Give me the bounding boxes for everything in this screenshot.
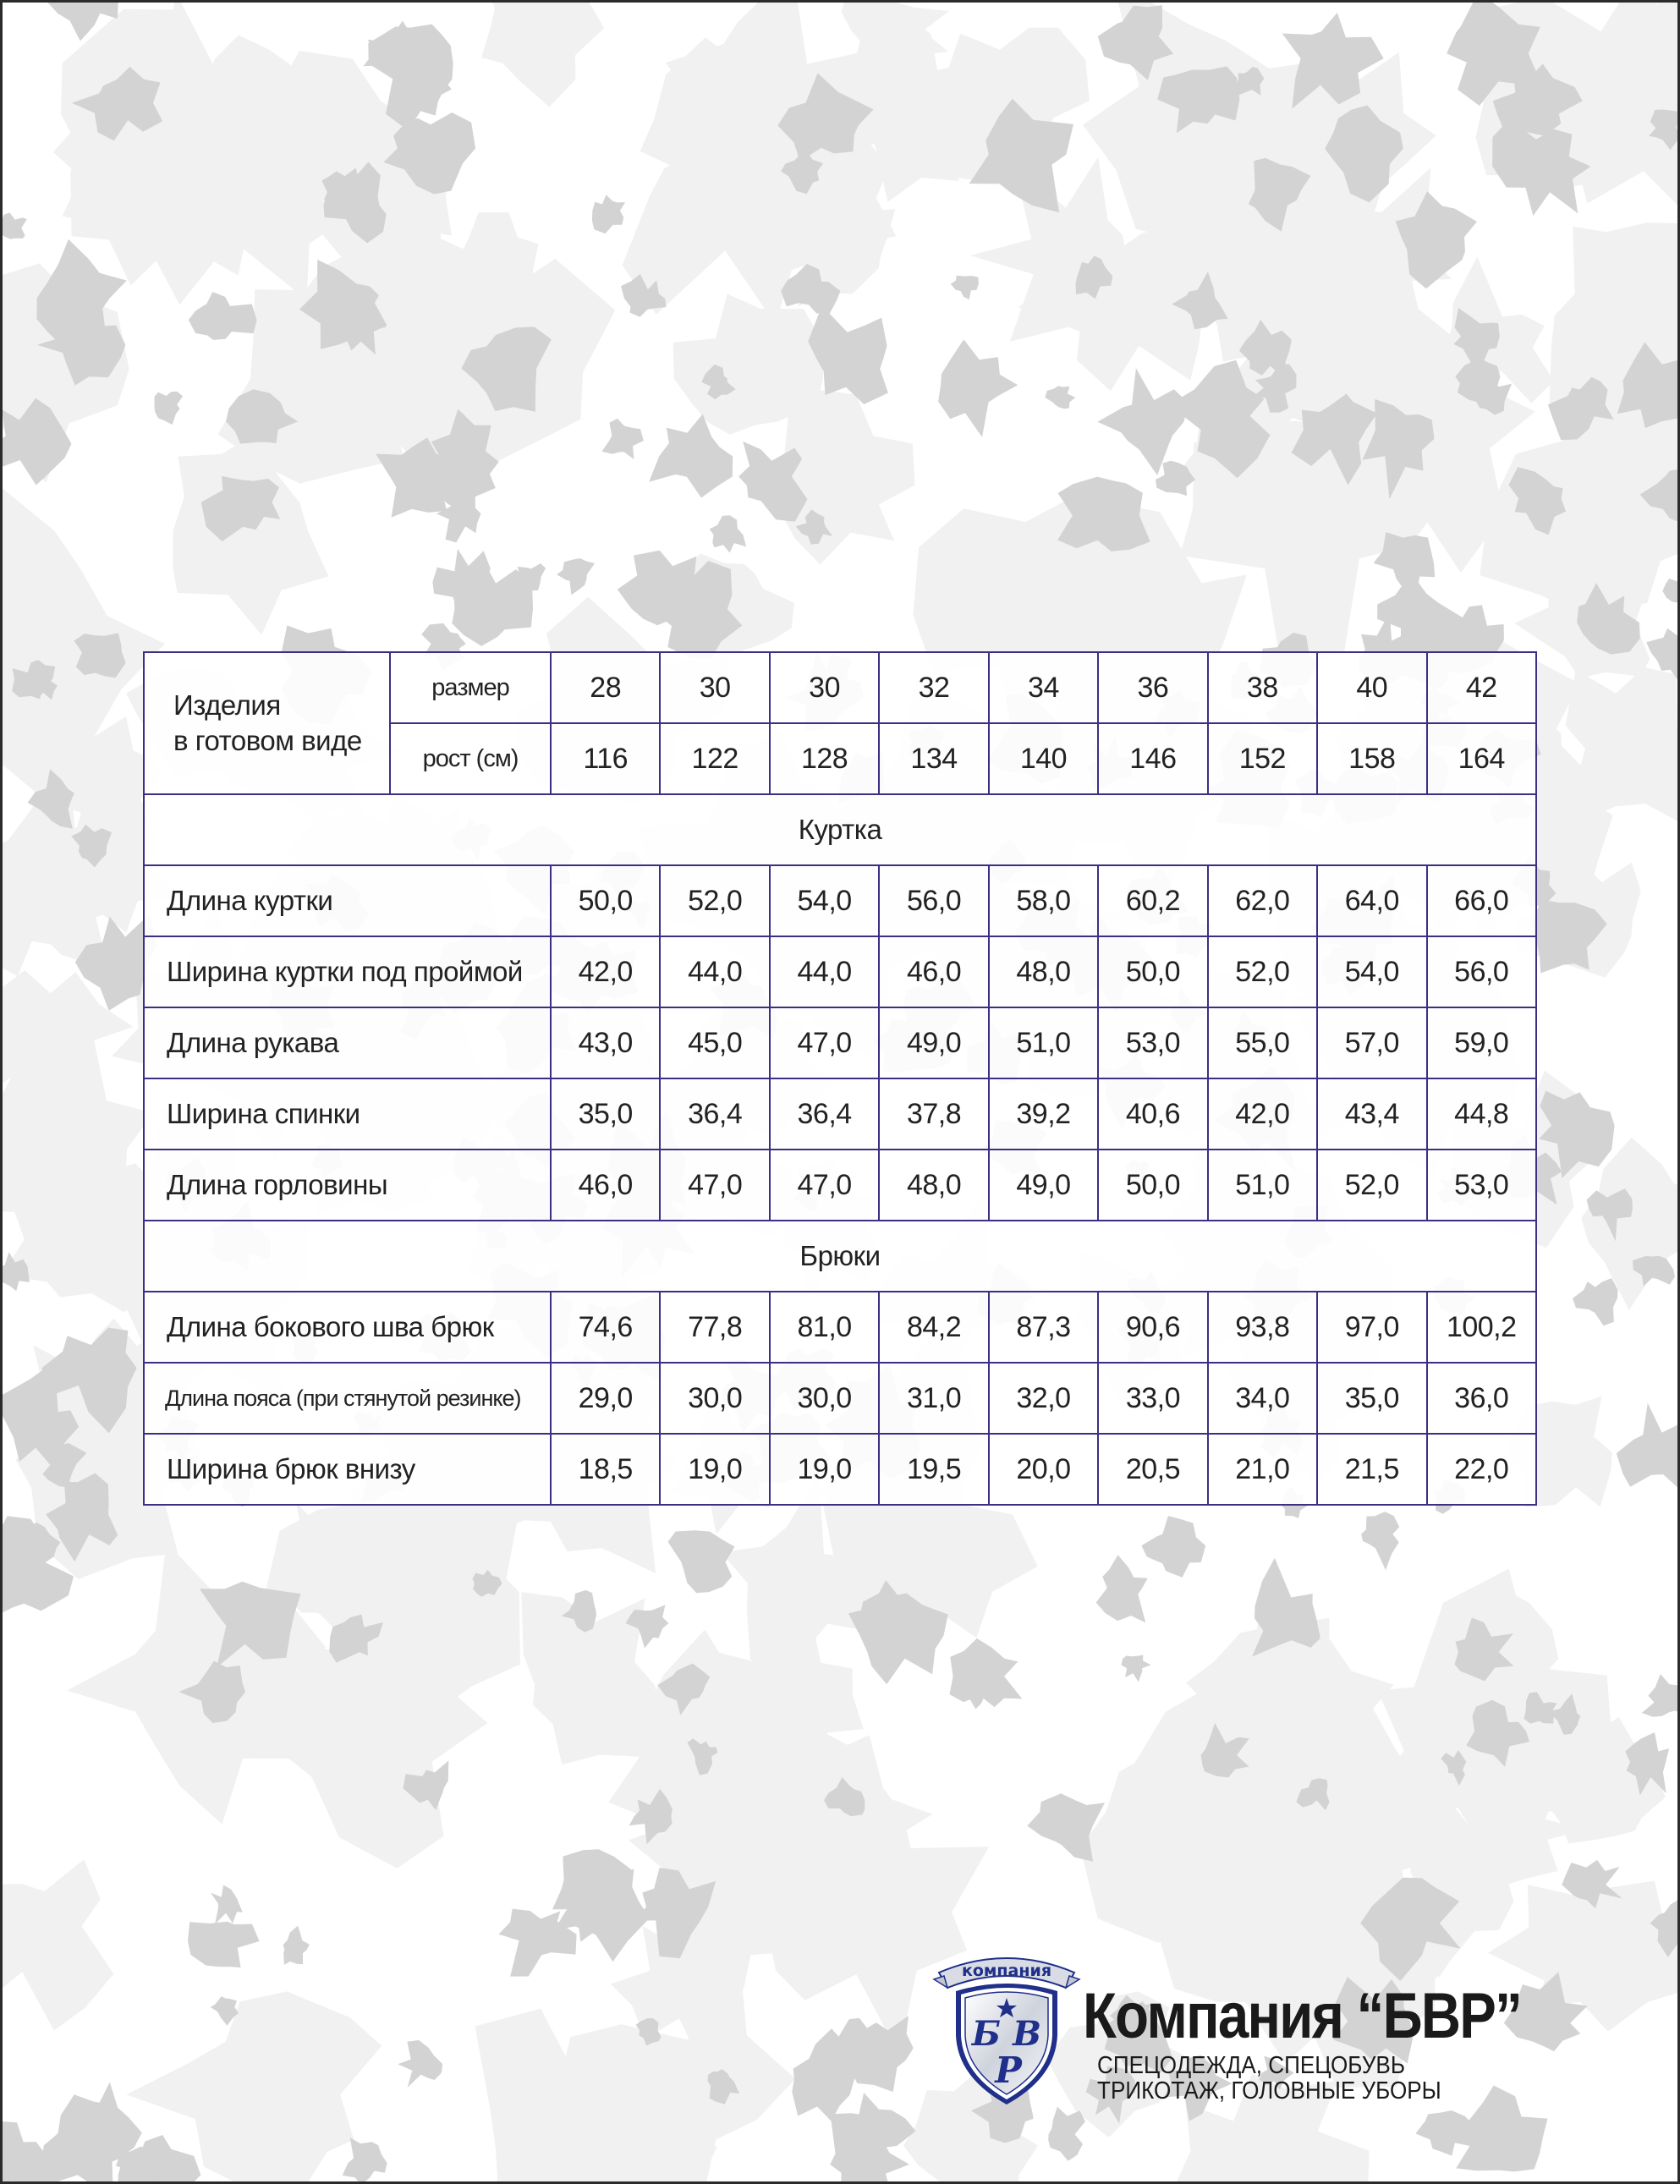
shield-star-icon (931, 1942, 1083, 2108)
camo-blob (710, 515, 746, 552)
camo-blob (0, 212, 27, 239)
measurement-value: 34,0 (1208, 1363, 1317, 1434)
size-row-label: размер (390, 652, 551, 723)
measurement-row (144, 1434, 1536, 1505)
camo-blob (1122, 1655, 1151, 1682)
measurement-label: Длина бокового шва брюк (144, 1292, 551, 1363)
measurement-value: 93,8 (1208, 1292, 1317, 1363)
measurement-label: Ширина спинки (144, 1078, 551, 1150)
size-chart-table (143, 651, 1537, 1506)
measurement-value: 43,0 (551, 1007, 660, 1078)
camo-blob (211, 1885, 243, 1923)
measurement-value: 30,0 (770, 1363, 879, 1434)
measurement-value: 40,6 (1098, 1078, 1207, 1150)
measurement-value: 42,0 (551, 936, 660, 1007)
height-cell: 164 (1427, 723, 1537, 794)
size-cell: 30 (660, 652, 769, 723)
camo-blob (1573, 1278, 1618, 1325)
size-cell: 40 (1317, 652, 1426, 723)
camo-blob (398, 2040, 442, 2088)
measurement-label: Длина рукава (144, 1007, 551, 1078)
camo-blob (188, 1922, 260, 1967)
height-cell: 146 (1098, 723, 1207, 794)
measurement-label: Длина горловины (144, 1150, 551, 1221)
measurement-value: 19,0 (770, 1434, 879, 1505)
camo-blob (1415, 2110, 1476, 2156)
measurement-value: 35,0 (551, 1078, 660, 1150)
measurement-label: Длина пояса (при стянутой резинке) (144, 1363, 551, 1434)
measurement-value: 46,0 (551, 1150, 660, 1221)
measurement-value: 32,0 (989, 1363, 1098, 1434)
measurement-value: 53,0 (1427, 1150, 1537, 1221)
measurement-row (144, 936, 1536, 1007)
size-cell: 34 (989, 652, 1098, 723)
measurement-value: 84,2 (879, 1292, 988, 1363)
measurement-value: 31,0 (879, 1363, 988, 1434)
measurement-value: 20,0 (989, 1434, 1098, 1505)
measurement-value: 64,0 (1317, 865, 1426, 936)
measurement-value: 19,0 (660, 1434, 769, 1505)
camo-blob (557, 558, 595, 595)
measurement-value: 50,0 (551, 865, 660, 936)
height-cell: 140 (989, 723, 1098, 794)
svg-text:Б: Б (971, 2014, 1002, 2054)
camo-blob (668, 1530, 735, 1593)
camo-blob (481, 0, 604, 107)
measurement-value: 20,5 (1098, 1434, 1207, 1505)
measurement-value: 56,0 (1427, 936, 1537, 1007)
svg-text:компания: компания (961, 1962, 1052, 1980)
measurement-value: 33,0 (1098, 1363, 1207, 1434)
brand-block (931, 1942, 1573, 2111)
measurement-value: 54,0 (770, 865, 879, 936)
camo-blob (74, 633, 126, 678)
measurement-row (144, 1292, 1536, 1363)
measurement-value: 66,0 (1427, 865, 1537, 936)
camo-blob (592, 195, 625, 233)
camo-blob (155, 392, 184, 425)
height-cell: 152 (1208, 723, 1317, 794)
measurement-row (144, 1007, 1536, 1078)
corner-label-line2: в готовом виде (173, 725, 362, 756)
measurement-value: 35,0 (1317, 1363, 1426, 1434)
camo-blob (0, 1859, 113, 2030)
corner-header (144, 652, 390, 794)
size-cell: 30 (770, 652, 879, 723)
measurement-value: 59,0 (1427, 1007, 1537, 1078)
corner-label-line1: Изделия (173, 689, 281, 721)
measurement-label: Ширина куртки под проймой (144, 936, 551, 1007)
section-title: Куртка (144, 794, 1536, 865)
height-cell: 158 (1317, 723, 1426, 794)
measurement-value: 49,0 (989, 1150, 1098, 1221)
measurement-value: 77,8 (660, 1292, 769, 1363)
measurement-value: 44,0 (660, 936, 769, 1007)
measurement-row (144, 1363, 1536, 1434)
section-header-row (144, 1221, 1536, 1292)
measurement-label: Ширина брюк внизу (144, 1434, 551, 1505)
svg-text:В: В (1013, 2014, 1041, 2054)
measurement-value: 74,6 (551, 1292, 660, 1363)
camo-blob (1662, 572, 1680, 603)
measurement-value: 44,8 (1427, 1078, 1537, 1150)
measurement-value: 50,0 (1098, 1150, 1207, 1221)
measurement-value: 21,0 (1208, 1434, 1317, 1505)
camo-blob (951, 276, 979, 300)
camo-blob (283, 1926, 310, 1965)
camo-blob (601, 419, 643, 459)
measurement-value: 87,3 (989, 1292, 1098, 1363)
measurement-value: 37,8 (879, 1078, 988, 1150)
size-header-row (144, 652, 1536, 723)
camo-blob (1141, 1516, 1205, 1578)
measurement-value: 58,0 (989, 865, 1098, 936)
camo-blob (1617, 1403, 1680, 1492)
camo-blob (1096, 1555, 1148, 1622)
measurement-row (144, 1078, 1536, 1150)
measurement-value: 29,0 (551, 1363, 660, 1434)
measurement-value: 53,0 (1098, 1007, 1207, 1078)
measurement-value: 55,0 (1208, 1007, 1317, 1078)
measurement-value: 47,0 (770, 1150, 879, 1221)
measurement-value: 36,4 (660, 1078, 769, 1150)
measurement-value: 54,0 (1317, 936, 1426, 1007)
camo-blob (950, 1638, 1023, 1707)
measurement-value: 43,4 (1317, 1078, 1426, 1150)
size-cell: 42 (1427, 652, 1537, 723)
height-row-label: рост (см) (390, 723, 551, 794)
camo-blob (1045, 386, 1075, 409)
measurement-value: 49,0 (879, 1007, 988, 1078)
height-cell: 122 (660, 723, 769, 794)
measurement-value: 42,0 (1208, 1078, 1317, 1150)
measurement-value: 81,0 (770, 1292, 879, 1363)
measurement-value: 90,6 (1098, 1292, 1207, 1363)
size-cell: 38 (1208, 652, 1317, 723)
size-cell: 32 (879, 652, 988, 723)
measurement-value: 22,0 (1427, 1434, 1537, 1505)
measurement-value: 48,0 (879, 1150, 988, 1221)
measurement-label: Длина куртки (144, 865, 551, 936)
measurement-row (144, 1150, 1536, 1221)
measurement-row (144, 865, 1536, 936)
measurement-value: 36,0 (1427, 1363, 1537, 1434)
size-cell: 36 (1098, 652, 1207, 723)
measurement-value: 52,0 (1208, 936, 1317, 1007)
height-cell: 116 (551, 723, 660, 794)
camo-blob (189, 292, 257, 340)
camo-blob (1252, 1558, 1320, 1657)
company-tagline-1: СПЕЦОДЕЖДА, СПЕЦОБУВЬ (1097, 2052, 1405, 2079)
size-cell: 28 (551, 652, 660, 723)
measurement-value: 51,0 (989, 1007, 1098, 1078)
measurement-value: 52,0 (1317, 1150, 1426, 1221)
camo-blob (343, 2137, 387, 2184)
measurement-value: 47,0 (770, 1007, 879, 1078)
camo-blob (1642, 1674, 1680, 1717)
measurement-value: 19,5 (879, 1434, 988, 1505)
measurement-value: 44,0 (770, 936, 879, 1007)
measurement-value: 36,4 (770, 1078, 879, 1150)
svg-text:Р: Р (995, 2050, 1022, 2091)
camo-blob (1048, 2107, 1085, 2161)
section-header-row (144, 794, 1536, 865)
measurement-value: 47,0 (660, 1150, 769, 1221)
measurement-value: 56,0 (879, 865, 988, 936)
measurement-value: 18,5 (551, 1434, 660, 1505)
measurement-value: 30,0 (660, 1363, 769, 1434)
camo-blob (938, 339, 1018, 437)
measurement-value: 48,0 (989, 936, 1098, 1007)
measurement-value: 45,0 (660, 1007, 769, 1078)
measurement-value: 100,2 (1427, 1292, 1537, 1363)
camo-blob (1361, 1512, 1399, 1570)
measurement-value: 57,0 (1317, 1007, 1426, 1078)
company-name: Компания “БВР” (1083, 1980, 1522, 2052)
height-cell: 128 (770, 723, 879, 794)
measurement-value: 51,0 (1208, 1150, 1317, 1221)
company-tagline-2: ТРИКОТАЖ, ГОЛОВНЫЕ УБОРЫ (1097, 2077, 1441, 2104)
measurement-value: 21,5 (1317, 1434, 1426, 1505)
measurement-value: 50,0 (1098, 936, 1207, 1007)
section-title: Брюки (144, 1221, 1536, 1292)
measurement-value: 60,2 (1098, 865, 1207, 936)
measurement-value: 97,0 (1317, 1292, 1426, 1363)
measurement-value: 52,0 (660, 865, 769, 936)
height-cell: 134 (879, 723, 988, 794)
measurement-value: 39,2 (989, 1078, 1098, 1150)
measurement-value: 46,0 (879, 936, 988, 1007)
measurement-value: 62,0 (1208, 865, 1317, 936)
